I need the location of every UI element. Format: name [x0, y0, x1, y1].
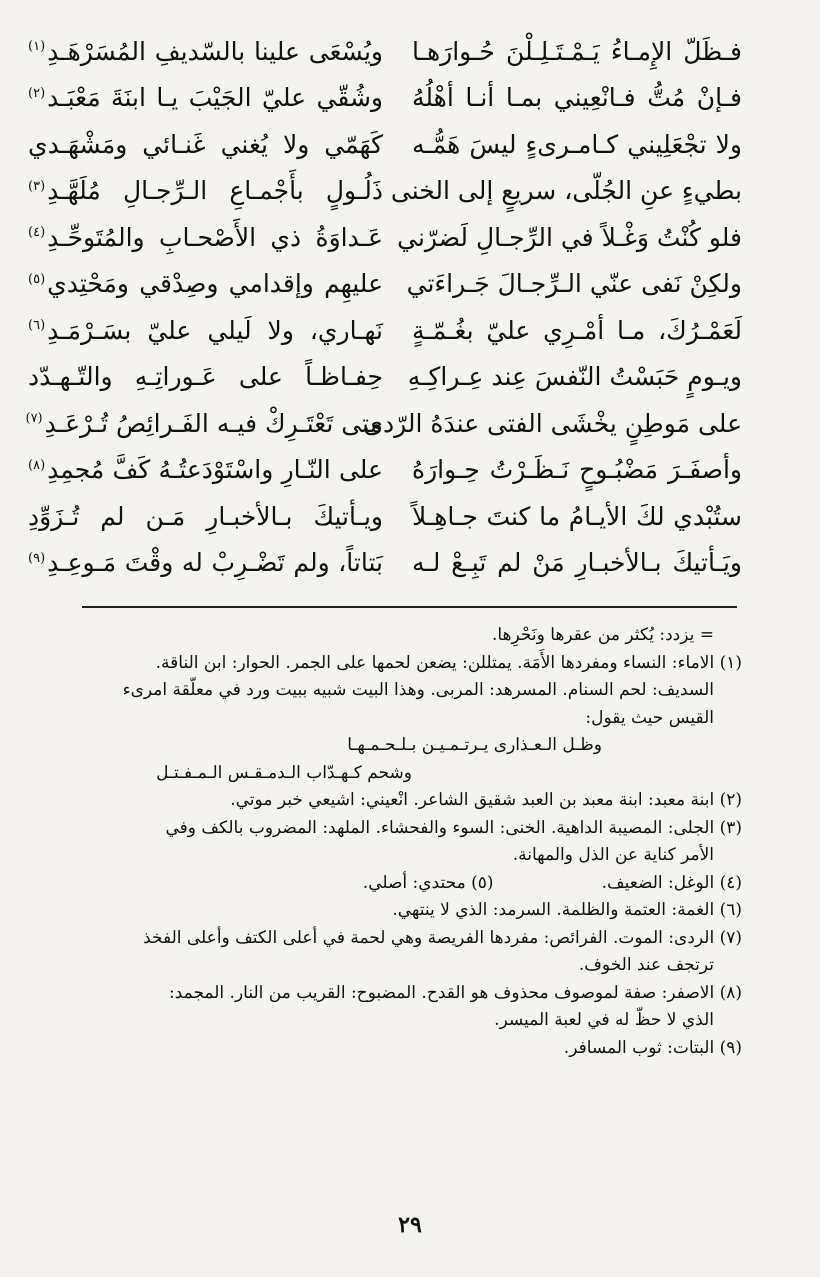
verse-first-hemistich: فـظَلّ الإِمـاءُ يَـمْـتَـلِـلْنَ حُـوارَهـا [412, 36, 742, 66]
footnote-line: (٤) الوغل: الضعيف. (٥) محتدي: أصلي. [362, 872, 742, 893]
verse-first-hemistich: فـإنْ مُتُّ فـانْعِيني بمـا أنـا أهْلُهُ [412, 83, 742, 113]
footnote-marker: (٤) [28, 225, 46, 241]
footnote-line: السديف: لحم السنام. المسرهد: المربى. وهذا البيت شبيه ببيت ورد في معلّقة امرىء [122, 680, 714, 701]
verse-first-hemistich: ولا تجْعَلِيني كـامـرىءٍ ليسَ هَمُّـه [412, 129, 742, 159]
verse-line [28, 354, 742, 401]
verse-second-text: نَهـاري، ولا لَيلي عليّ بسَـرْمَـدِ [47, 315, 383, 345]
verse-second-text: ذَلُـولٍ بأَجْمـاعِ الـرِّجـالِ مُلَهَّـدِ [47, 176, 383, 206]
verse-second-hemistich [28, 269, 383, 299]
verse-second-hemistich [28, 362, 383, 392]
footnote-line: = يزدد: يُكثر من عقرها ونَحْرِها. [491, 625, 714, 645]
verse-second-text: عليهِم وإقدامي وصِدْقي ومَحْتِدي [47, 269, 383, 299]
verse-line [28, 307, 742, 354]
footnote-marker: (٨) [28, 457, 46, 473]
footnote-line: الأمر كناية عن الذل والمهانة. [512, 845, 714, 866]
poem [25, 28, 742, 586]
verse-second-hemistich [28, 455, 383, 485]
verse-second-text: كَهَمّي ولا يُغني غَنـائي ومَشْهَـدي [28, 129, 383, 159]
verse-first-hemistich: وأصفَـرَ مَضْبُـوحٍ نَـظَـرْتُ حِـوارَهُ [412, 455, 742, 485]
footnote-line: ترتجف عند الخوف. [578, 955, 714, 976]
verse-second-text: حِفـاظـاً على عَـوراتِـهِ والتّـهـدّد [28, 362, 383, 392]
verse-line [28, 447, 742, 494]
verse-first-hemistich: ويَـأتيكَ بـالأخبـارِ مَنْ لم تَبِـعْ لـه [412, 548, 742, 578]
footnote-line: (٢) ابنة معبد: ابنة معبد بن العبد شقيق الشاعر. انْعيني: اشيعي خبر موتي. [230, 790, 742, 811]
footnote-divider [82, 606, 737, 608]
footnote-line: (٨) الاصفر: صفة لموصوف محذوف هو القدح. المضبوح: القريب من النار. المجمد: [168, 982, 742, 1003]
footnote-line: (٩) البتات: ثوب المسافر. [563, 1037, 742, 1058]
verse-first-hemistich: على مَوطِنٍ يخْشَى الفتى عندَهُ الرّدى [363, 408, 742, 438]
footnote-marker: (٩) [28, 550, 46, 566]
verse-second-hemistich [28, 36, 383, 66]
verse-second-text: عَـداوَةُ ذي الأَصْحـابِ والمُتَوحِّـدِ [47, 222, 383, 252]
verse-line [28, 168, 742, 215]
page-number: ٢٩ [398, 1212, 422, 1238]
footnote-line: القيس حيث يقول: [585, 707, 714, 728]
verse-line [25, 400, 742, 447]
verse-first-hemistich: ستُبْدي لكَ الأيـامُ ما كنتَ جـاهِـلاً [412, 501, 742, 531]
verse-line [28, 121, 742, 168]
verse-second-text: متى تَعْتَـرِكْ فيـه الفَـرائِصُ تُـرْعَـدِ [44, 408, 383, 438]
verse-first-hemistich: بطيءٍ عنِ الجُلّى، سريعٍ إلى الخنى [390, 176, 742, 206]
verse-first-hemistich: ولكِنْ نَفى عنّي الـرِّجـالَ جَـراءَتي [406, 269, 742, 299]
footnote-marker: (٥) [28, 271, 46, 287]
verse-line [28, 214, 742, 261]
verse-second-text: ويُسْعَى علينا بالسّديفِ المُسَرْهَـدِ [47, 36, 383, 66]
footnotes [28, 622, 742, 1063]
verse-second-hemistich [28, 315, 383, 345]
footnote-line: (٣) الجلى: المصيبة الداهية. الخنى: السوء والفحشاء. الملهد: المضروب بالكف وفي [165, 817, 742, 838]
footnote-line: وشحم كـهـدّاب الـدمـقـس الـمـفـتـل [156, 762, 412, 783]
verse-line [28, 540, 742, 587]
verse-line [28, 28, 742, 75]
verse-second-hemistich [28, 501, 383, 531]
verse-second-hemistich [28, 83, 383, 113]
verse-line [28, 261, 742, 308]
verse-second-text: بَتاتاً، ولم تَضْـرِبْ له وقْتَ مَـوعِـدِ [47, 548, 383, 578]
footnote-line: (١) الاماء: النساء ومفردها الأَمَة. يمتللن: يضعن لحمها على الجمر. الحوار: ابن الناقة. [155, 652, 742, 673]
verse-second-hemistich [28, 176, 383, 206]
verse-second-hemistich [28, 222, 383, 252]
footnote-marker: (٢) [28, 85, 46, 101]
footnote-line: الذي لا حظّ له في لعبة الميسر. [494, 1010, 714, 1031]
verse-second-text: ويـأتيكَ بـالأخبـارِ مَـن لم تُـزَوِّدِ [28, 501, 383, 531]
verse-second-text: على النّـارِ واسْتَوْدَعتُـهُ كَفَّ مُجمِدِ [47, 455, 383, 485]
verse-second-hemistich [25, 408, 383, 438]
footnote-marker: (٧) [25, 411, 43, 427]
footnote-line: وظـل الـعـذارى يـرتـمـيـن بـلـحـمـهـا [347, 735, 602, 756]
footnote-marker: (٦) [28, 318, 46, 334]
verse-second-hemistich [28, 129, 383, 159]
footnote-marker: (٣) [28, 178, 46, 194]
verse-first-hemistich: لَعَمْـرُكَ، مـا أمْـرِي عليّ بغُـمّـةٍ [412, 315, 742, 345]
verse-first-hemistich: ويـومٍ حَبَسْتُ النّفسَ عِند عِـراكِـهِ [407, 362, 742, 392]
verse-second-hemistich [28, 548, 383, 578]
footnote-marker: (١) [28, 39, 46, 55]
verse-second-text: وشُقّي عليّ الجَيْبَ يـا ابنَةَ مَعْبَـد [47, 83, 383, 113]
verse-first-hemistich: فلو كُنْتُ وَغْـلاً في الرِّجـالِ لَضرّني [397, 222, 742, 252]
footnote-line: (٧) الردى: الموت. الفرائص: مفردها الفريصة وهي لحمة في أعلى الكتف وأعلى الفخذ [143, 927, 742, 948]
verse-line [28, 493, 742, 540]
footnote-line: (٦) الغمة: العتمة والظلمة. السرمد: الذي لا ينتهي. [392, 900, 742, 921]
verse-line [28, 75, 742, 122]
